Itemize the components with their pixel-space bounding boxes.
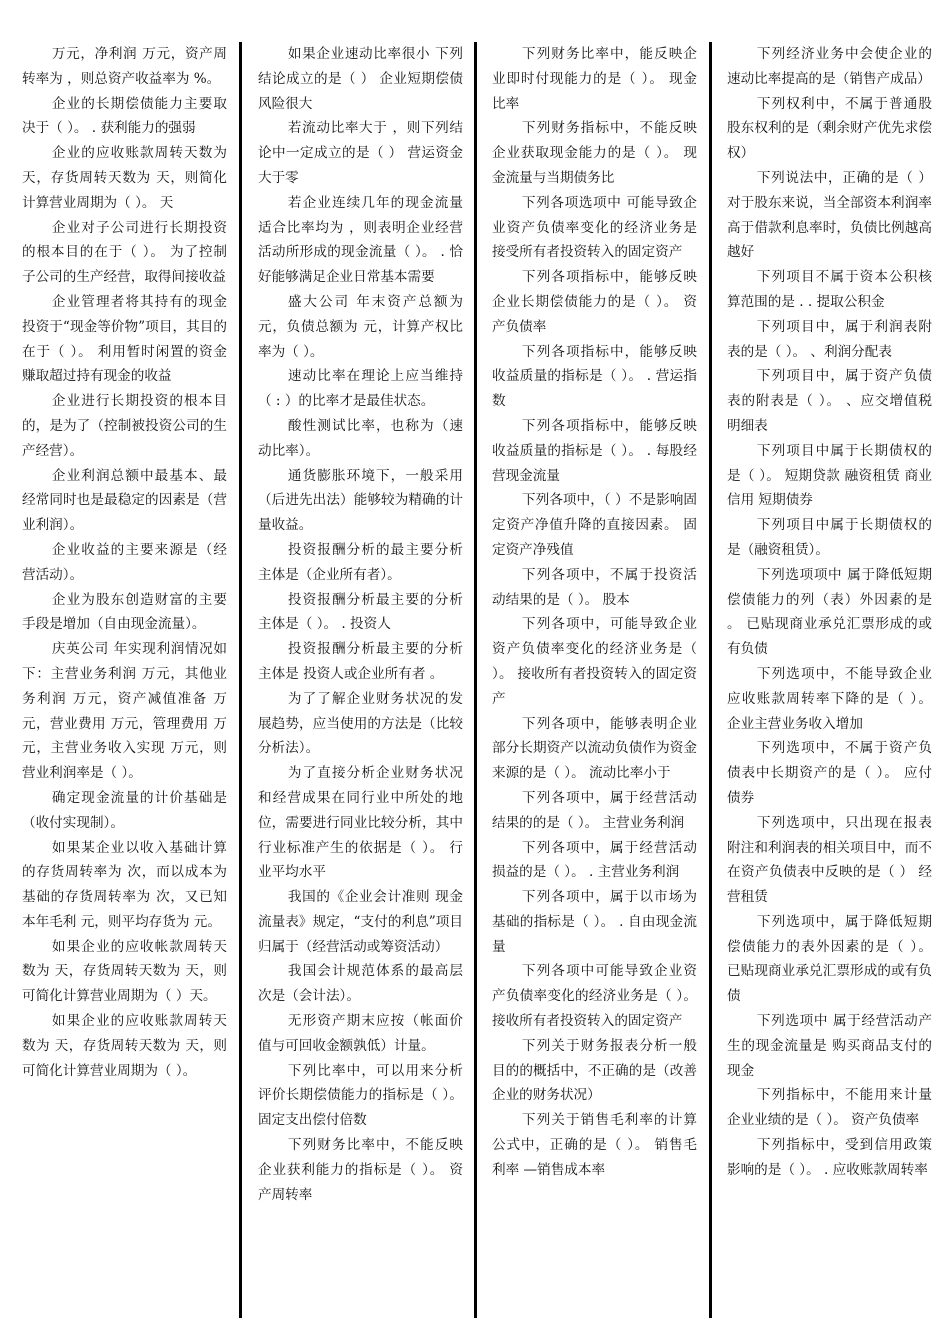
paragraph: 下列各项指标中，能够反映收益质量的指标是（ ）。 . 每股经营现金流量 — [492, 417, 697, 484]
paragraph: 下列各项中，可能导致企业资产负债率变化的经济业务是（ ）。 接收所有者投资转入的固定资产 — [492, 616, 697, 707]
paragraph: 下列各项中，不属于投资活动结果的是（ ）。 股本 — [492, 566, 697, 608]
paragraph: 下列权利中，不属于普通股股东权利的是（剩余财产优先求偿权） — [727, 95, 932, 162]
paragraph: 下列比率中，可以用来分析评价长期偿债能力的指标是（ ）。 固定支出偿付倍数 — [258, 1062, 463, 1129]
paragraph: 盛大公司 年末资产总额为 元，负债总额为 元，计算产权比率为（ ）。 — [258, 293, 463, 360]
paragraph: 企业的长期偿债能力主要取决于（ ）。 . 获利能力的强弱 — [22, 95, 227, 137]
paragraph: 通货膨胀环境下，一般采用（后进先出法）能够较为精确的计量收益。 — [258, 467, 463, 534]
column-divider — [474, 42, 477, 1318]
paragraph: 下列各项中，属于以市场为基础的指标是（ ）。 . 自由现金流量 — [492, 889, 697, 955]
paragraph: 下列财务比率中，不能反映企业获利能力的指标是（ ）。 资产周转率 — [258, 1137, 463, 1203]
paragraph: 下列财务比率中，能反映企业即时付现能力的是（ ）。 现金比率 — [492, 46, 697, 112]
paragraph: 企业进行长期投资的根本目的，是为了（控制被投资公司的生产经营）。 — [22, 393, 227, 459]
paragraph: 为了直接分析企业财务状况和经营成果在同行业中所处的地位，需要进行同业比较分析，其中行业标准产生的依据是（ ）。 行业平均水平 — [258, 765, 463, 881]
paragraph: 下列项目不属于资本公积核算范围的是 . . 提取公积金 — [727, 269, 932, 310]
paragraph: 下列各项选项中 可能导致企业资产负债率变化的经济业务是 接受所有者投资转入的固定资产 — [492, 194, 697, 261]
paragraph: 下列各项中，属于经营活动结果的的是（ ）。 主营业务利润 — [492, 789, 697, 831]
paragraph: 速动比率在理论上应当维持（ : ）的比率才是最佳状态。 — [258, 368, 463, 410]
column-divider — [709, 42, 712, 1318]
paragraph: 下列各项中，能够表明企业部分长期资产以流动负债作为资金来源的是（ ）。 流动比率小于 — [492, 715, 697, 782]
text-column-1 — [22, 42, 227, 1083]
paragraph: 下列各项指标中，能够反映收益质量的指标是（ ）。 . 营运指数 — [492, 343, 697, 410]
paragraph: 企业的应收账款周转天数为 天，存货周转天数为 天，则简化计算营业周期为（ ）。 天 — [22, 145, 227, 211]
column-divider — [239, 42, 242, 1318]
paragraph: 下列选项中，不能导致企业应收账款周转率下降的是（ ）。 企业主营业务收入增加 — [727, 665, 932, 732]
paragraph: 确定现金流量的计价基础是（收付实现制）。 — [22, 789, 227, 831]
paragraph: 投资报酬分析最主要的分析主体是 投资人或企业所有者 。 — [258, 641, 463, 682]
paragraph: 下列选项中，不属于资产负债表中长期资产的是（ ）。 应付债券 — [727, 740, 932, 806]
paragraph: 下列说法中，正确的是（ ） 对于股东来说，当全部资本利润率高于借款利息率时，负债比例越高越好 — [727, 169, 932, 261]
paragraph: 下列选项项中 属于降低短期偿债能力的列（表）外因素的是 。 已贴现商业承兑汇票形成的或有负债 — [727, 566, 932, 658]
paragraph: 下列项目中属于长期债权的是（ ）。 短期贷款 融资租赁 商业信用 短期债券 — [727, 442, 932, 509]
paragraph: 下列选项中 属于经营活动产生的现金流量是 购买商品支付的现金 — [727, 1013, 932, 1079]
paragraph: 下列项目中属于长期债权的是（融资租赁）。 — [727, 517, 932, 558]
paragraph: 企业收益的主要来源是（经营活动）。 — [22, 541, 227, 583]
paragraph: 如果企业的应收帐款周转天数为 天，存货周转天数为 天，则可简化计算营业周期为（ ）天。 — [22, 938, 227, 1005]
paragraph: 若企业连续几年的现金流量适合比率均为 ，则表明企业经营活动所形成的现金流量（ ）。 . 恰好能够满足企业日常基本需要 — [258, 194, 463, 286]
paragraph: 若流动比率大于 ，则下列结论中一定成立的是（ ） 营运资金大于零 — [258, 120, 463, 186]
paragraph: 企业管理者将其持有的现金投资于“现金等价物”项目，其目的在于（ ）。 利用暂时闲置的资金赚取超过持有现金的收益 — [22, 293, 227, 385]
paragraph: 如果企业的应收账款周转天数为 天，存货周转天数为 天，则可简化计算营业周期为（ ）。 — [22, 1013, 227, 1079]
paragraph: 为了了解企业财务状况的发展趋势，应当使用的方法是（比较分析法）。 — [258, 690, 463, 757]
paragraph: 我国的《企业会计准则 现金流量表》规定，“支付的利息”项目归属于（经营活动或筹资活动） — [258, 889, 463, 955]
paragraph: 企业为股东创造财富的主要手段是增加（自由现金流量）。 — [22, 591, 227, 633]
paragraph: 如果某企业以收入基础计算的存货周转率为 次，而以成本为基础的存货周转率为 次，又已知本年毛利 元，则平均存货为 元。 — [22, 839, 227, 930]
paragraph: 下列各项中，（ ）不是影响固定资产净值升降的直接因素。 固定资产净残值 — [492, 492, 697, 558]
text-column-2 — [258, 42, 463, 1207]
paragraph: 下列各项指标中，能够反映企业长期偿债能力的是（ ）。 资产负债率 — [492, 269, 697, 335]
text-column-4 — [727, 42, 932, 1183]
paragraph: 企业对子公司进行长期投资的根本目的在于（ ）。 为了控制子公司的生产经营，取得间接收益 — [22, 219, 227, 286]
paragraph: 下列关于销售毛利率的计算公式中，正确的是（ ）。 销售毛利率 —销售成本率 — [492, 1112, 697, 1178]
paragraph: 下列指标中，受到信用政策影响的是（ ）。 . 应收账款周转率 — [727, 1137, 932, 1178]
paragraph: 下列指标中，不能用来计量企业业绩的是（ ）。 资产负债率 — [727, 1087, 932, 1129]
paragraph: 无形资产期末应按（帐面价值与可回收金额孰低）计量。 — [258, 1013, 463, 1054]
paragraph: 下列各项中可能导致企业资产负债率变化的经济业务是（ ）。 接收所有者投资转入的固定资产 — [492, 963, 697, 1030]
paragraph: 酸性测试比率，也称为（速动比率）。 — [258, 417, 463, 459]
paragraph: 下列项目中，属于利润表附表的是（ ）。 、利润分配表 — [727, 318, 932, 360]
paragraph: 万元，净利润 万元，资产周转率为 ，则总资产收益率为 %。 — [22, 46, 227, 87]
paragraph: 下列项目中，属于资产负债表的附表是（ ）。 、应交增值税明细表 — [727, 368, 932, 434]
paragraph: 下列经济业务中会使企业的速动比率提高的是（销售产成品） — [727, 46, 932, 87]
paragraph: 投资报酬分析最主要的分析主体是（ ）。 . 投资人 — [258, 591, 463, 633]
text-column-3 — [492, 42, 697, 1183]
paragraph: 下列选项中，属于降低短期偿债能力的表外因素的是（ ）。 已贴现商业承兑汇票形成的或有负债 — [727, 913, 932, 1005]
paragraph: 我国会计规范体系的最高层次是（会计法）。 — [258, 963, 463, 1005]
paragraph: 企业利润总额中最基本、最经常同时也是最稳定的因素是（营业利润）。 — [22, 467, 227, 534]
paragraph: 下列财务指标中，不能反映企业获取现金能力的是（ ）。 现金流量与当期债务比 — [492, 120, 697, 186]
paragraph: 下列各项中，属于经营活动损益的是（ ）。 . 主营业务利润 — [492, 839, 697, 881]
paragraph: 投资报酬分析的最主要分析主体是（企业所有者）。 — [258, 541, 463, 583]
paragraph: 庆英公司 年实现利润情况如下：主营业务利润 万元，其他业务利润 万元，资产减值准备 万元，营业费用 万元，管理费用 万元，主营业务收入实现 万元，则营业利润率是（ ）。 — [22, 641, 227, 782]
paragraph: 下列关于财务报表分析一般目的的概括中，不正确的是（改善企业的财务状况） — [492, 1037, 697, 1104]
paragraph: 如果企业速动比率很小 下列结论成立的是（ ） 企业短期偿债风险很大 — [258, 46, 463, 112]
paragraph: 下列选项中，只出现在报表附注和利润表的相关项目中，而不在资产负债表中反映的是（ ） 经营租赁 — [727, 814, 932, 906]
